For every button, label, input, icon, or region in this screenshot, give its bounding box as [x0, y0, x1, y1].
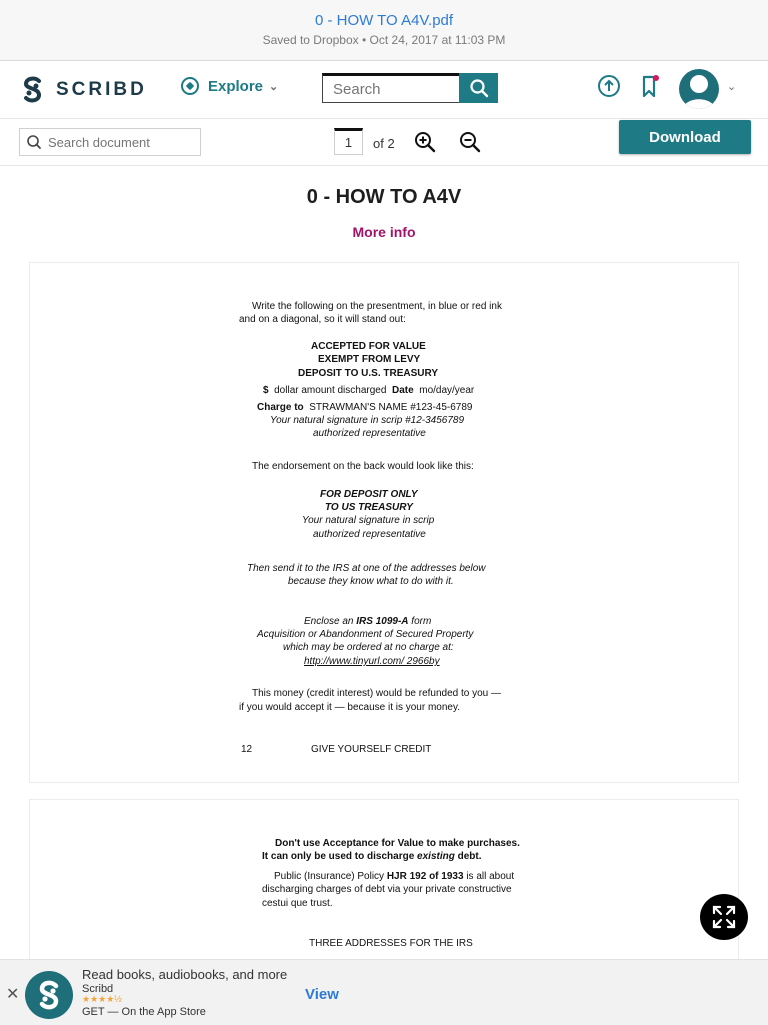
site-header	[0, 61, 768, 119]
chevron-down-icon: ⌄	[269, 80, 279, 93]
page-text: This money (credit interest) would be refunded to you —	[252, 688, 502, 699]
page-text-bold: $	[263, 385, 269, 396]
app-install-banner	[0, 959, 768, 1025]
page-text: which may be ordered at no charge at:	[283, 642, 454, 653]
scribd-logo-icon	[22, 76, 44, 104]
file-name[interactable]: 0 - HOW TO A4V.pdf	[314, 12, 454, 29]
page-text	[304, 616, 431, 628]
zoom-out-icon[interactable]	[459, 131, 481, 158]
page-text: authorized representative	[313, 428, 426, 439]
avatar[interactable]	[679, 69, 719, 109]
zoom-in-icon[interactable]	[414, 131, 436, 158]
page-text: STRAWMAN'S NAME #123-45-6789	[309, 402, 473, 413]
page-number: 12	[241, 744, 253, 755]
page-text	[257, 402, 473, 414]
scribd-app-icon	[25, 971, 73, 1019]
page-text: because they know what to do with it.	[288, 576, 454, 587]
page-text: EXEMPT FROM LEVY	[318, 354, 421, 365]
view-button[interactable]: View	[305, 986, 339, 1003]
page-text: and on a diagonal, so it will stand out:	[239, 314, 406, 325]
page-footer: GIVE YOURSELF CREDIT	[311, 744, 432, 755]
document-page-2	[29, 799, 739, 969]
explore-menu[interactable]	[181, 77, 278, 95]
search-input[interactable]	[322, 73, 460, 103]
explore-label: Explore	[208, 77, 264, 95]
page-text: Acquisition or Abandonment of Secured Property	[257, 629, 474, 640]
user-icon	[679, 69, 719, 109]
compass-icon	[181, 77, 199, 95]
page-text-bold: HJR 192 of 1933	[386, 871, 464, 882]
page-text-italic: existing	[417, 851, 455, 862]
page-text: Then send it to the IRS at one of the addresses below	[247, 563, 486, 574]
page-text: mo/day/year	[419, 385, 475, 396]
page-text: ACCEPTED FOR VALUE	[311, 341, 426, 352]
page-text: cestui que trust.	[262, 898, 333, 909]
page-text: It can only be used to discharge	[262, 851, 415, 862]
saved-status: Saved to Dropbox • Oct 24, 2017 at 11:03 PM	[262, 33, 506, 47]
document-search-input[interactable]	[46, 134, 190, 151]
page-text-bold: Charge to	[257, 402, 304, 413]
banner-title: Read books, audiobooks, and more	[82, 967, 288, 982]
browser-title-bar	[0, 0, 768, 61]
page-number-input[interactable]	[334, 128, 363, 155]
document-search	[19, 128, 201, 156]
expand-icon	[711, 904, 737, 930]
page-text: discharging charges of debt via your private constructive	[262, 884, 512, 895]
search-icon	[469, 78, 489, 98]
document-toolbar	[0, 119, 768, 166]
page-text: Enclose an	[304, 616, 354, 627]
page-text: Your natural signature in scrip #12-3456789	[270, 415, 465, 426]
page-text: dollar amount discharged	[274, 385, 387, 396]
page-text: debt.	[457, 851, 482, 862]
page-link[interactable]: http://www.tinyurl.com/ 2966by	[304, 656, 440, 667]
upload-icon[interactable]	[598, 75, 620, 97]
more-info-link[interactable]: More info	[352, 224, 416, 240]
logo-text: SCRIBD	[56, 79, 147, 100]
download-button[interactable]: Download	[619, 120, 751, 154]
page-text: TO US TREASURY	[325, 502, 413, 513]
fullscreen-button[interactable]	[700, 894, 748, 940]
document-title: 0 - HOW TO A4V	[306, 186, 462, 208]
page-text	[274, 871, 514, 883]
page-text: Public (Insurance) Policy	[274, 871, 385, 882]
page-text	[262, 851, 482, 863]
page-text: FOR DEPOSIT ONLY	[320, 489, 418, 500]
page-text	[263, 385, 474, 397]
star-rating: ★★★★½	[82, 994, 122, 1004]
page-text: form	[411, 616, 432, 627]
page-count: of 2	[373, 136, 395, 151]
page-text: if you would accept it — because it is your money.	[239, 702, 461, 713]
page-text: DEPOSIT TO U.S. TREASURY	[298, 368, 439, 379]
banner-store-text: GET — On the App Store	[82, 1006, 206, 1018]
page-text: Don't use Acceptance for Value to make purchases.	[275, 838, 520, 849]
site-search	[322, 73, 498, 103]
page-text-bold: IRS 1099-A	[356, 616, 409, 627]
close-icon[interactable]: ✕	[6, 986, 20, 1003]
page-text: The endorsement on the back would look like this:	[252, 461, 474, 472]
page-text-bold: Date	[391, 385, 414, 396]
search-button[interactable]	[459, 73, 498, 103]
page-text: Your natural signature in scrip	[302, 515, 435, 526]
page-text: authorized representative	[313, 529, 426, 540]
scribd-logo[interactable]	[22, 75, 147, 105]
page-text: THREE ADDRESSES FOR THE IRS	[309, 938, 473, 949]
saved-bookmark-icon[interactable]	[641, 75, 661, 104]
banner-app-name: Scribd	[82, 983, 114, 995]
search-icon	[20, 134, 46, 150]
page-text: is all about	[466, 871, 515, 882]
chevron-down-icon[interactable]: ⌄	[727, 81, 737, 93]
document-page-1	[29, 262, 739, 783]
page-text: Write the following on the presentment, in blue or red ink	[252, 301, 502, 312]
